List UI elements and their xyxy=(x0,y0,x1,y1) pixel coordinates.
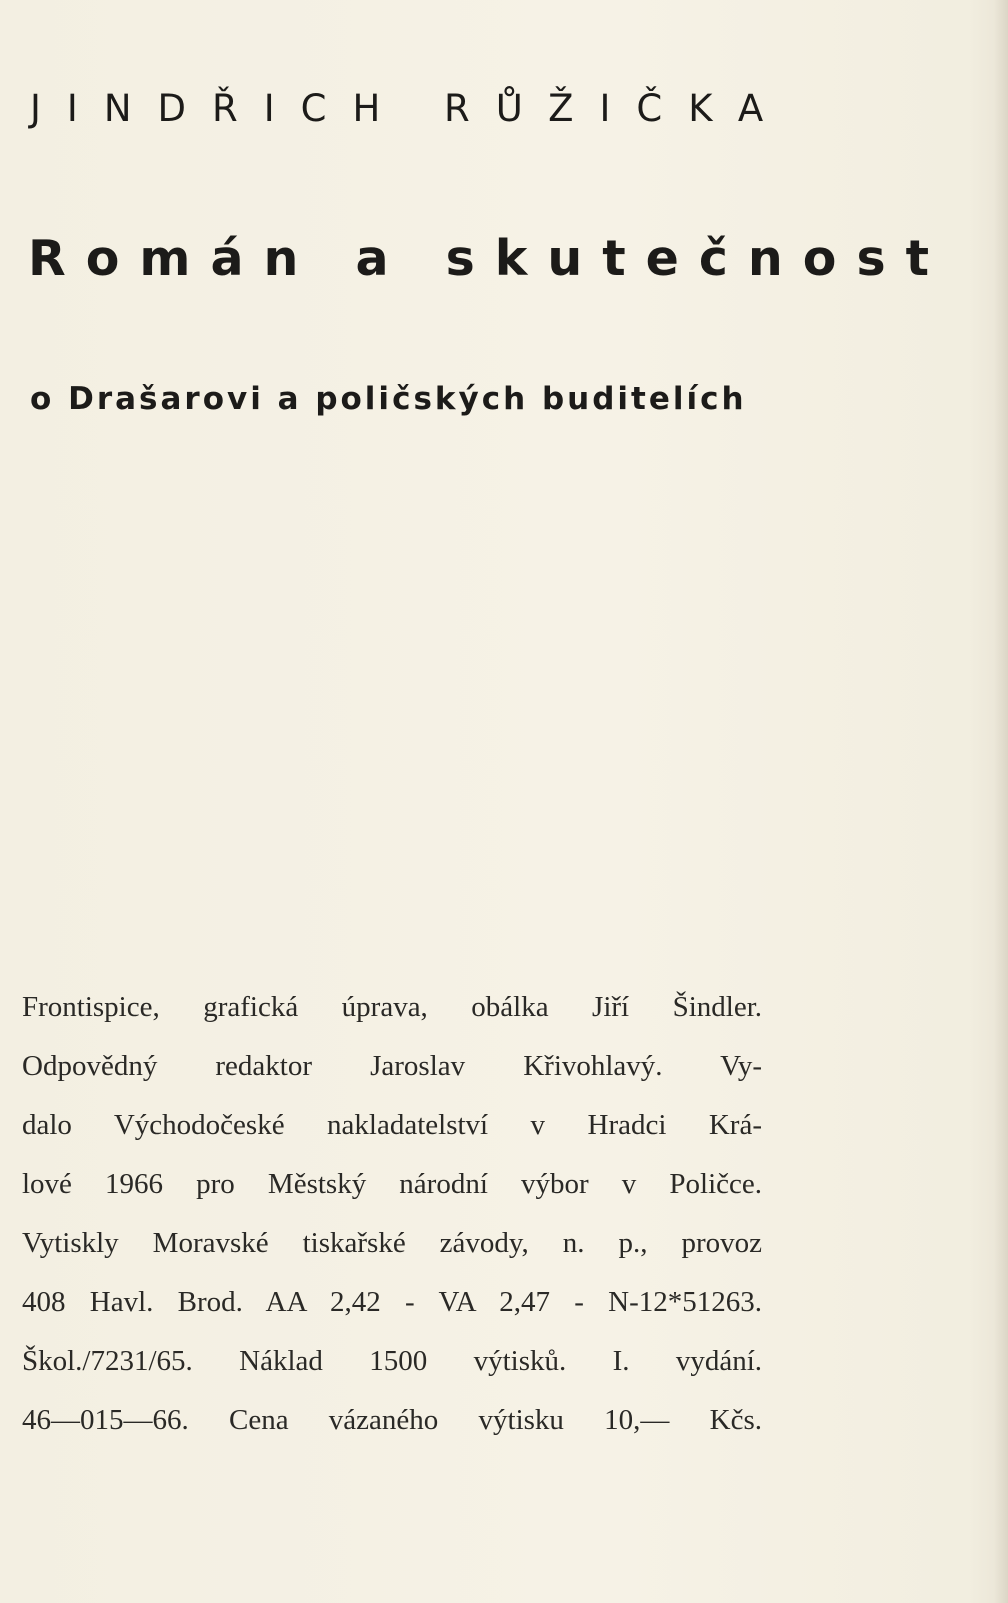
imprint-line: 408 Havl. Brod. AA 2,42 - VA 2,47 - N-12*51263. xyxy=(22,1286,762,1318)
book-title: Román a skutečnost xyxy=(28,230,950,287)
imprint-line: Škol./7231/65. Náklad 1500 výtisků. I. vydání. xyxy=(22,1345,762,1377)
imprint-block xyxy=(22,978,762,1450)
imprint-line: lové 1966 pro Městský národní výbor v Poličce. xyxy=(22,1168,762,1200)
imprint-line: Odpovědný redaktor Jaroslav Křivohlavý. Vy- xyxy=(22,1050,762,1082)
imprint-line: 46—015—66. Cena vázaného výtisku 10,— Kčs. xyxy=(22,1404,762,1436)
imprint-line: Vytiskly Moravské tiskařské závody, n. p., provoz xyxy=(22,1227,762,1259)
book-subtitle: o Drašarovi a poličských buditelích xyxy=(30,381,747,417)
author-name: JINDŘICH RŮŽIČKA xyxy=(30,87,790,130)
imprint-line: dalo Východočeské nakladatelství v Hradci Krá- xyxy=(22,1109,762,1141)
imprint-line: Frontispice, grafická úprava, obálka Jiří Šindler. xyxy=(22,991,762,1023)
page-edge-shadow xyxy=(994,0,1008,1603)
